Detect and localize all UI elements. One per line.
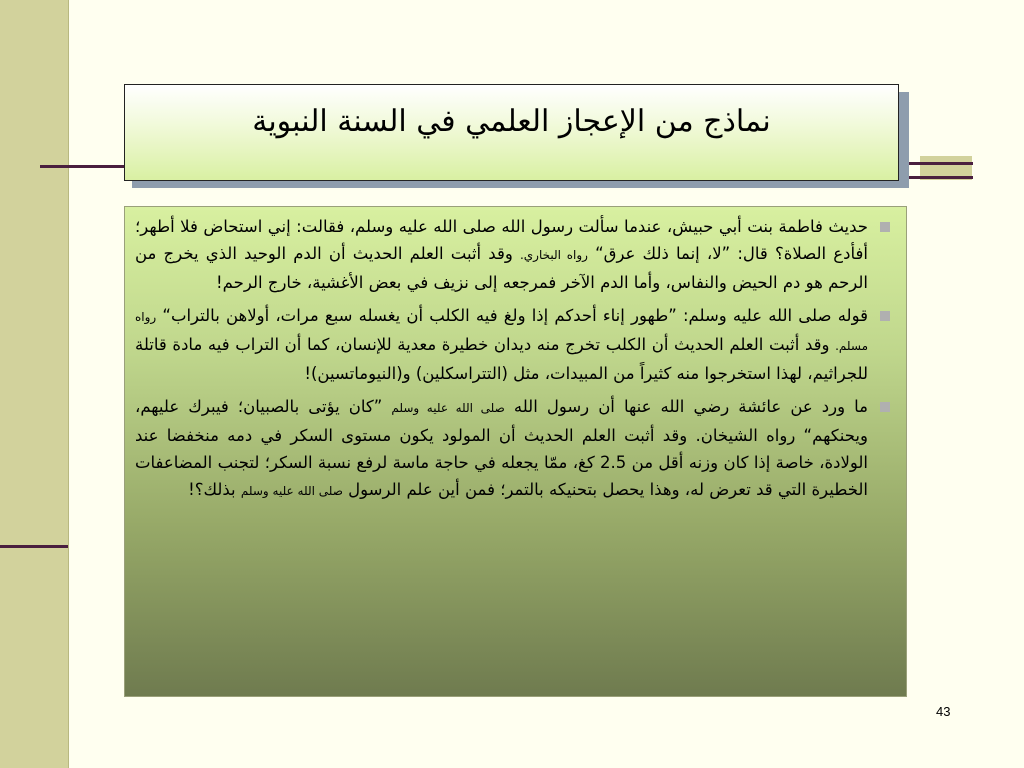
bullet-3-text-c: بذلك؟!	[188, 480, 241, 499]
bullet-3-text-b: ”كان يؤتى بالصبيان؛ فيبرك عليهم، ويحنكهم“ رواه الشيخان. وقد أثبت العلم الحديث أن المولود يكون مستوى السكر في دمه منخفضا عند الولادة، خاصة إذا كان وزنه أقل من 2.5 كغ، ممّا يجعله في حاجة ماسة لرفع نسبة السكر؛ لتجنب المضاعفات الخطيرة التي قد تعرض له، وهذا يحصل بتحنيكه بالتمر؛ فمن أين علم الرسول	[135, 397, 868, 499]
right-divider-top	[907, 162, 973, 165]
left-decor-band	[0, 0, 68, 768]
left-divider-top	[40, 165, 126, 168]
page-number: 43	[936, 704, 951, 719]
bullet-3-text-a: ما ورد عن عائشة رضي الله عنها أن رسول الله	[504, 397, 868, 416]
bullet-2-text-b: وقد أثبت العلم الحديث أن الكلب تخرج منه ديدان خطيرة معدية للإنسان، كما أن التراب فيه مادة قاتلة للجراثيم، لهذا استخرجوا منه كثيراً من المبيدات، مثل (التتراسكلين) و(النيوماتسين)!	[135, 335, 868, 383]
left-divider-bottom	[0, 545, 68, 548]
bullet-2-text-a: قوله صلى الله عليه وسلم: ”طهور إناء أحدكم إذا ولغ فيه الكلب أن يغسله سبع مرات، أولاهن بالتراب“	[156, 306, 868, 325]
slide-title: نماذج من الإعجاز العلمي في السنة النبوية	[252, 104, 771, 139]
bullet-list	[135, 213, 896, 511]
bullet-1-citation: رواه البخاري.	[519, 248, 588, 262]
bullet-3-salutation-2: صلى الله عليه وسلم	[240, 484, 343, 498]
square-bullet-icon	[880, 402, 890, 412]
bullet-item-2	[135, 302, 896, 387]
bullet-2-citation: رواه مسلم.	[135, 310, 868, 353]
title-box	[124, 84, 899, 181]
bullet-3-salutation-1: صلى الله عليه وسلم	[391, 401, 505, 415]
left-band-edge	[68, 0, 69, 768]
bullet-item-3	[135, 393, 896, 505]
square-bullet-icon	[880, 222, 890, 232]
content-box	[124, 206, 907, 697]
bullet-1-text-a: حديث فاطمة بنت أبي حبيش، عندما سألت رسول الله صلى الله عليه وسلم، فقالت: إني استحاض فلا أطهر؛ أفأدع الصلاة؟ قال: ”لا، إنما ذلك عرق“	[135, 217, 868, 263]
square-bullet-icon	[880, 311, 890, 321]
bullet-1-text-b: وقد أثبت العلم الحديث أن الدم الوحيد الذي يخرج من الرحم هو دم الحيض والنفاس، وأما الدم الآخر فمرجعه إلى نزيف في بعض الأغشية، خارج الرحم!	[135, 244, 868, 292]
bullet-item-1	[135, 213, 896, 296]
right-divider-bottom	[907, 176, 973, 179]
